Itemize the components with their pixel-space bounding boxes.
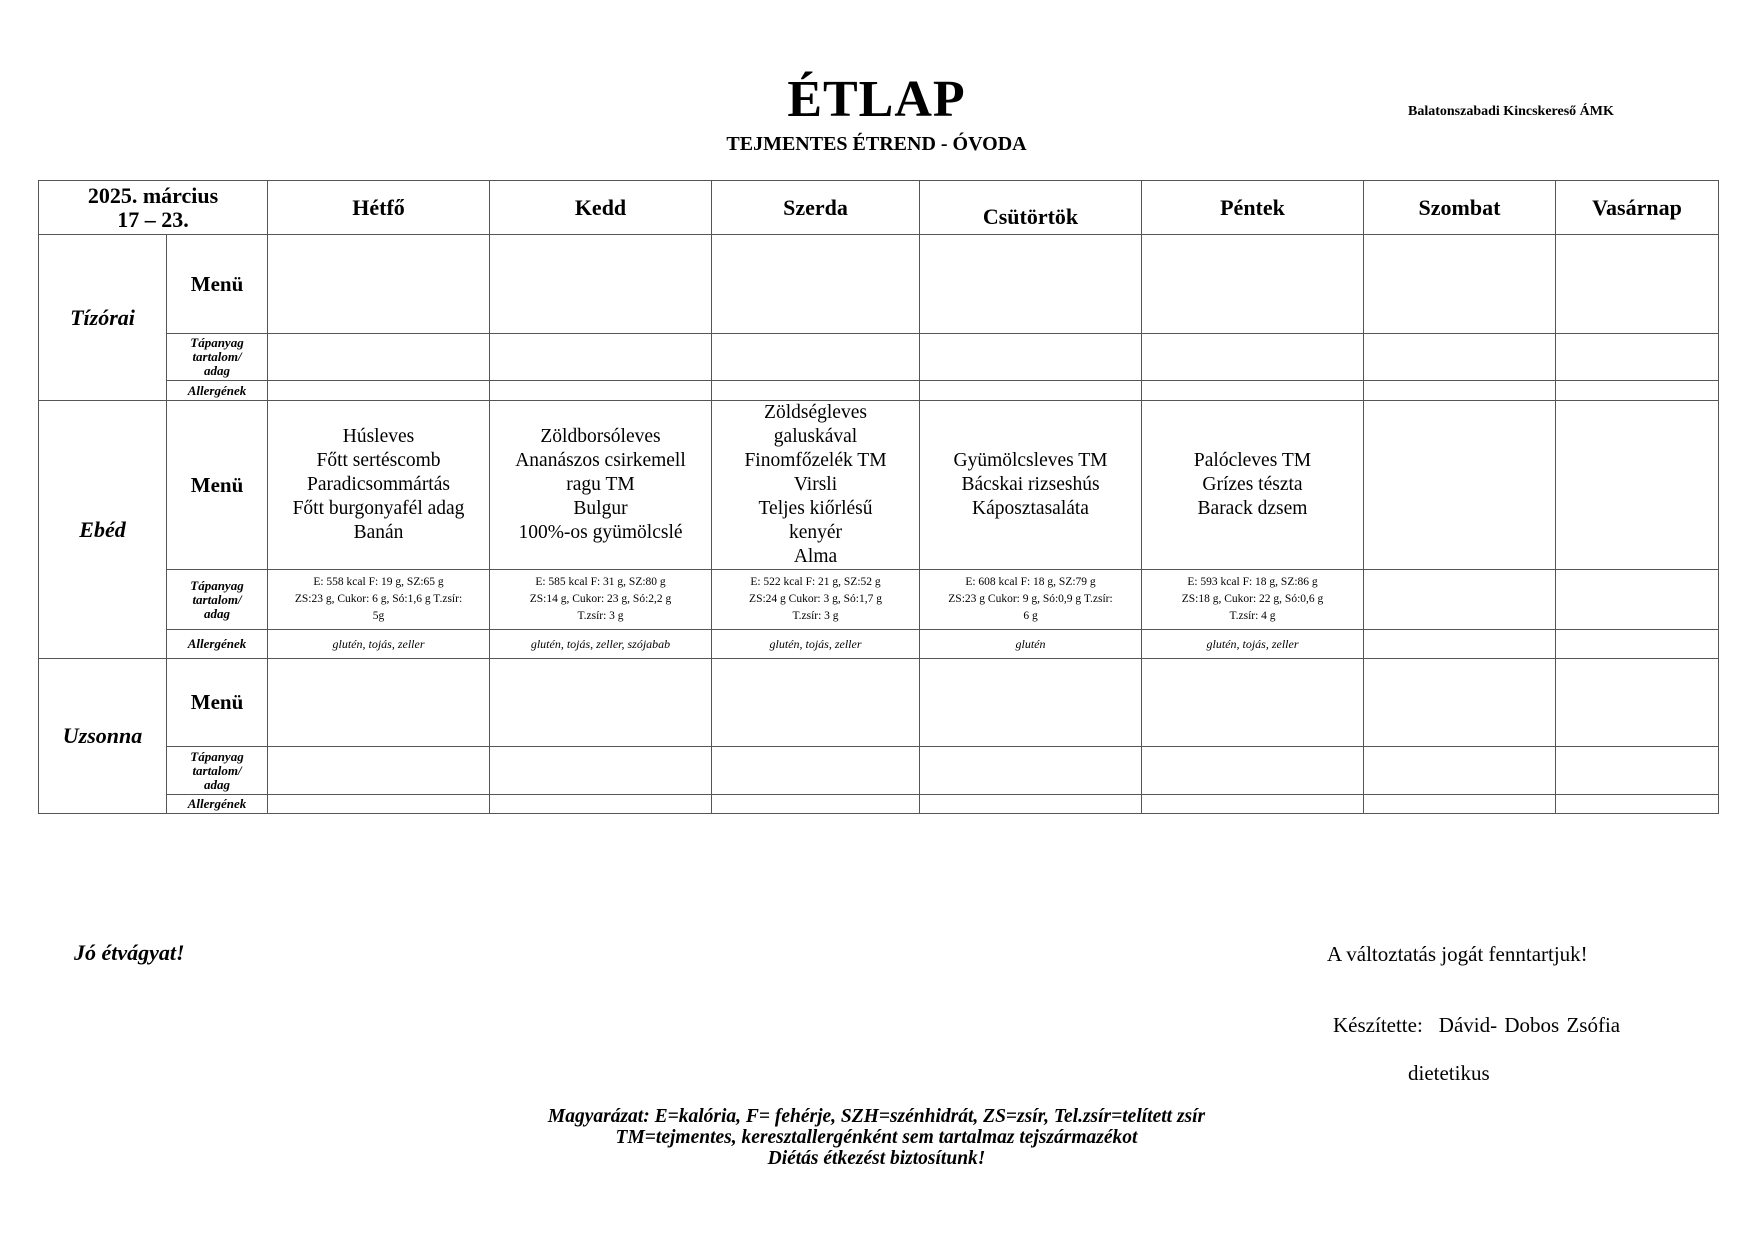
nutrient-cell <box>1142 334 1364 381</box>
allergen-cell <box>712 381 920 401</box>
menu-cell <box>1364 401 1556 570</box>
allergen-cell: glutén, tojás, zeller <box>712 630 920 659</box>
meal-name-uzsonna: Uzsonna <box>39 659 167 814</box>
menu-cell <box>268 659 490 747</box>
row-label-nutrients-line: adag <box>204 776 230 792</box>
menu-item: Alma <box>793 546 838 567</box>
nutrient-line: T.zsír: 4 g <box>1229 610 1276 622</box>
menu-item: Bácskai rizseshús <box>961 474 1100 495</box>
menu-item: Zöldborsóleves <box>540 426 661 447</box>
allergen-cell: glutén, tojás, zeller <box>1142 630 1364 659</box>
allergen-cell <box>268 381 490 401</box>
menu-cell <box>712 235 920 334</box>
nutrient-cell <box>1556 334 1719 381</box>
row-label-allergens: Allergének <box>167 381 268 401</box>
allergen-cell <box>1364 795 1556 814</box>
nutrient-cell <box>920 570 1142 630</box>
nutrient-line: ZS:14 g, Cukor: 23 g, Só:2,2 g <box>529 593 672 605</box>
row-label-nutrients-line: tartalom/ <box>192 762 242 778</box>
nutrient-line: E: 585 kcal F: 31 g, SZ:80 g <box>535 576 666 588</box>
menu-item: Paradicsommártás <box>307 474 450 495</box>
day-header-hetfo: Hétfő <box>268 181 490 235</box>
row-label-nutrients <box>167 747 268 795</box>
page-title: ÉTLAP <box>787 71 966 128</box>
nutrient-cell <box>1142 747 1364 795</box>
day-header-csutortok: Csütörtök <box>920 181 1142 235</box>
nutrient-cell <box>1556 570 1719 630</box>
nutrient-line: ZS:18 g, Cukor: 22 g, Só:0,6 g <box>1181 593 1324 605</box>
nutrient-cell <box>712 570 920 630</box>
menu-cell <box>1364 235 1556 334</box>
institution-name: Balatonszabadi Kincskereső ÁMK <box>1408 104 1614 119</box>
menu-item: Bulgur <box>573 498 628 519</box>
date-range-cell <box>39 181 268 235</box>
nutrient-cell <box>1364 570 1556 630</box>
date-month: 2025. március <box>87 182 219 208</box>
nutrient-line: E: 558 kcal F: 19 g, SZ:65 g <box>313 576 444 588</box>
nutrient-line: 6 g <box>1023 610 1038 622</box>
page-subtitle: TEJMENTES ÉTREND - ÓVODA <box>726 133 1027 155</box>
menu-item: Palócleves TM <box>1193 450 1312 471</box>
menu-cell <box>712 659 920 747</box>
menu-cell <box>268 401 490 570</box>
menu-item: Főtt burgonyafél adag <box>292 498 465 519</box>
nutrient-cell <box>1364 747 1556 795</box>
menu-cell <box>920 235 1142 334</box>
allergen-cell: glutén, tojás, zeller, szójabab <box>490 630 712 659</box>
allergen-cell <box>920 381 1142 401</box>
meal-name-tizorai: Tízórai <box>39 235 167 401</box>
bon-appetit-text: Jó étvágyat! <box>74 940 185 965</box>
menu-cell <box>1364 659 1556 747</box>
allergen-cell: glutén <box>920 630 1142 659</box>
allergen-cell <box>1142 795 1364 814</box>
menu-item: Teljes kiőrlésű <box>758 498 873 519</box>
menu-item: Gyümölcsleves TM <box>953 450 1108 471</box>
row-label-nutrients-line: tartalom/ <box>192 591 242 607</box>
allergen-cell <box>1556 381 1719 401</box>
nutrient-line: E: 522 kcal F: 21 g, SZ:52 g <box>750 576 881 588</box>
menu-item: kenyér <box>788 522 843 543</box>
nutrient-cell <box>1142 570 1364 630</box>
row-label-nutrients-line: Tápanyag <box>190 748 244 764</box>
author-name: Dávid- Dobos Zsófia <box>1438 1013 1621 1037</box>
nutrient-line: ZS:23 g Cukor: 9 g, Só:0,9 g T.zsír: <box>948 593 1113 605</box>
row-label-menu: Menü <box>167 659 268 747</box>
menu-item: Húsleves <box>342 426 415 447</box>
author-role: dietetikus <box>1408 1061 1490 1085</box>
row-label-nutrients-line: adag <box>204 605 230 621</box>
row-label-allergens: Allergének <box>167 630 268 659</box>
menu-item: 100%-os gyümölcslé <box>518 522 683 543</box>
menu-cell <box>490 401 712 570</box>
row-label-nutrients <box>167 334 268 381</box>
allergen-cell <box>920 795 1142 814</box>
row-label-nutrients-line: Tápanyag <box>190 577 244 593</box>
menu-cell <box>1556 659 1719 747</box>
allergen-cell <box>1364 630 1556 659</box>
author-line <box>1333 1013 1620 1038</box>
menu-item: Barack dzsem <box>1197 498 1308 519</box>
menu-cell <box>712 401 920 570</box>
menu-cell <box>1556 401 1719 570</box>
row-label-nutrients-line: adag <box>204 363 230 378</box>
nutrient-cell <box>268 747 490 795</box>
nutrient-cell <box>490 334 712 381</box>
row-label-nutrients-line: tartalom/ <box>192 349 242 364</box>
menu-cell <box>920 659 1142 747</box>
allergen-cell <box>268 795 490 814</box>
legend-line: Magyarázat: E=kalória, F= fehérje, SZH=szénhidrát, ZS=zsír, Tel.zsír=telített zsír <box>547 1106 1206 1127</box>
menu-item: galuskával <box>773 426 858 447</box>
menu-cell <box>1142 401 1364 570</box>
nutrient-cell <box>920 747 1142 795</box>
nutrient-cell <box>268 570 490 630</box>
menu-item: Virsli <box>793 474 838 495</box>
day-header-kedd: Kedd <box>490 181 712 235</box>
row-label-menu: Menü <box>167 235 268 334</box>
nutrient-cell <box>490 747 712 795</box>
nutrient-cell <box>268 334 490 381</box>
row-label-nutrients-line: Tápanyag <box>190 335 244 350</box>
allergen-cell <box>1556 795 1719 814</box>
menu-cell <box>1142 659 1364 747</box>
nutrient-cell <box>712 747 920 795</box>
day-header-vasarnap: Vasárnap <box>1556 181 1719 235</box>
nutrient-line: T.zsír: 3 g <box>577 610 624 622</box>
nutrient-cell <box>712 334 920 381</box>
nutrient-cell <box>490 570 712 630</box>
menu-cell <box>920 401 1142 570</box>
menu-item: Ananászos csirkemell <box>515 450 686 471</box>
menu-item: Finomfőzelék TM <box>744 450 887 471</box>
menu-cell <box>490 659 712 747</box>
menu-cell <box>1556 235 1719 334</box>
menu-item: Főtt sertéscomb <box>316 450 441 471</box>
menu-table <box>38 180 1719 814</box>
nutrient-line: E: 608 kcal F: 18 g, SZ:79 g <box>965 576 1096 588</box>
menu-item: Káposztasaláta <box>972 498 1089 519</box>
rights-reserved-text: A változtatás jogát fenntartjuk! <box>1327 942 1588 966</box>
nutrient-cell <box>920 334 1142 381</box>
row-label-menu: Menü <box>167 401 268 570</box>
date-days: 17 – 23. <box>117 206 189 232</box>
day-header-szerda: Szerda <box>712 181 920 235</box>
legend-notes <box>0 1106 1753 1169</box>
meal-name-ebed: Ebéd <box>39 401 167 659</box>
allergen-cell <box>712 795 920 814</box>
allergen-cell <box>490 381 712 401</box>
row-label-allergens: Allergének <box>167 795 268 814</box>
menu-item: Zöldségleves <box>764 402 867 423</box>
allergen-cell: glutén, tojás, zeller <box>268 630 490 659</box>
menu-item: ragu TM <box>566 474 635 495</box>
nutrient-line: E: 593 kcal F: 18 g, SZ:86 g <box>1187 576 1318 588</box>
allergen-cell <box>1364 381 1556 401</box>
legend-line: TM=tejmentes, keresztallergénként sem tartalmaz tejszármazékot <box>615 1127 1138 1148</box>
nutrient-cell <box>1364 334 1556 381</box>
day-header-pentek: Péntek <box>1142 181 1364 235</box>
menu-cell <box>1142 235 1364 334</box>
nutrient-cell <box>1556 747 1719 795</box>
nutrient-line: 5g <box>372 610 385 622</box>
menu-item: Banán <box>353 522 404 543</box>
legend-line: Diétás étkezést biztosítunk! <box>767 1148 986 1169</box>
menu-cell <box>490 235 712 334</box>
allergen-cell <box>1556 630 1719 659</box>
day-header-szombat: Szombat <box>1364 181 1556 235</box>
nutrient-line: T.zsír: 3 g <box>792 610 839 622</box>
menu-item: Grízes tészta <box>1202 474 1303 495</box>
row-label-nutrients <box>167 570 268 630</box>
nutrient-line: ZS:23 g, Cukor: 6 g, Só:1,6 g T.zsír: <box>294 593 463 605</box>
allergen-cell <box>490 795 712 814</box>
author-label: Készítette: <box>1333 1013 1423 1037</box>
allergen-cell <box>1142 381 1364 401</box>
menu-cell <box>268 235 490 334</box>
nutrient-line: ZS:24 g Cukor: 3 g, Só:1,7 g <box>749 593 882 605</box>
